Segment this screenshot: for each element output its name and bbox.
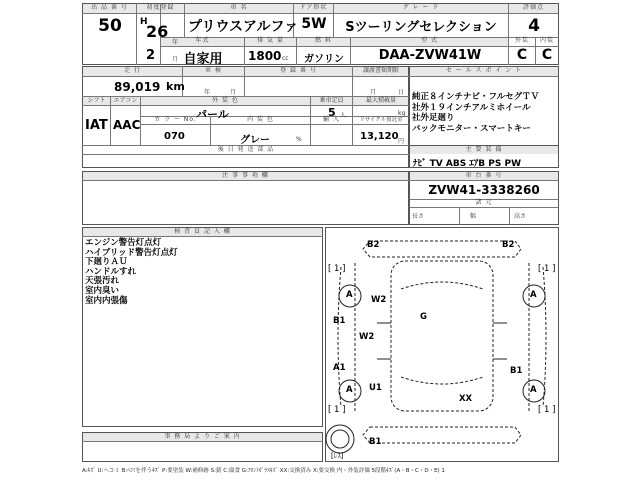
displacement: 1800 [248, 49, 282, 63]
line [160, 46, 559, 47]
line [409, 76, 559, 77]
line [82, 180, 409, 181]
sales-point: 純正８インチナビ・フルセグＴＶ [412, 92, 540, 102]
label-int-color: 内 装 色 [247, 116, 274, 123]
damage-a1: A1 [333, 363, 346, 373]
inspector-note: ハンドルすれ [85, 266, 137, 277]
sales-point: 社外足廻り [412, 113, 455, 123]
month-unit: 月 [172, 56, 179, 63]
line [82, 13, 559, 14]
inspector-note: ハイブリッド警告灯点灯 [85, 247, 178, 258]
damage-b1-right: B1 [510, 366, 523, 376]
insp-year-unit: 年 [204, 89, 211, 96]
insp-month-unit: 月 [230, 89, 237, 96]
ext-grade: C [516, 47, 528, 63]
equipment-line: ﾅﾋﾞ TV ABS ｴｱB PS PW [413, 159, 522, 169]
line [82, 154, 409, 155]
label-load: 最大積載量 [365, 97, 396, 104]
interior-color: グレー [240, 135, 270, 146]
capacity: 5 [328, 106, 336, 119]
label-chassis: 車 台 番 号 [465, 172, 503, 179]
label-year: 初度登録 [146, 4, 175, 11]
car-outline-diagram [325, 227, 559, 462]
load-unit: kg [398, 110, 406, 117]
label-fuel: 燃 料 [315, 37, 332, 44]
transfer-day-unit: 日 [398, 89, 405, 96]
bracket-1-right-top: [ 1 ] [538, 264, 556, 274]
line [509, 207, 510, 225]
damage-a-rear-right-wheel: A [530, 385, 537, 395]
chassis-number: ZVW41-3338260 [428, 183, 540, 197]
cc-unit: cc [282, 55, 289, 62]
reg-year: 26 [146, 22, 169, 41]
label-office: 事 務 局 よ り ご 案 内 [164, 433, 241, 440]
line [136, 3, 137, 65]
label-inspector: 検 査 員 記 入 欄 [174, 228, 231, 235]
damage-a-rear-left-wheel: A [346, 385, 353, 395]
label-dims: 諸 元 [475, 199, 493, 206]
damage-w2-b: W2 [359, 332, 375, 342]
line [82, 441, 323, 442]
damage-b2-front-right: B2 [502, 240, 515, 250]
sales-point: バックモニター・スマートキー [412, 123, 531, 134]
km-unit: km [166, 80, 185, 93]
label-import: 輸 入 [323, 116, 340, 123]
label-notes: 注 事 事 項 欄 [222, 172, 269, 179]
label-score: 評価点 [522, 4, 544, 11]
label-lot: 出 品 番 号 [91, 4, 128, 11]
aircon: AAC [113, 118, 141, 132]
int-grade: C [541, 47, 553, 63]
grade: Sツーリングセレクション [345, 20, 497, 35]
model-code: DAA-ZVW41W [378, 48, 482, 63]
damage-a-front-right-wheel: A [530, 290, 537, 300]
label-after-parts: 後 日 発 送 部 品 [217, 146, 275, 153]
car-name: プリウスアルファ [188, 19, 299, 35]
inspector-note: 下廻りＡＵ [85, 257, 128, 268]
inspector-note: 室内臭い [85, 285, 120, 296]
label-ext: 外装 [514, 37, 529, 44]
damage-g: G [420, 312, 427, 322]
dim-length: 長さ [412, 213, 425, 220]
lot-number: 50 [98, 16, 122, 36]
label-equipment: 主 要 装 備 [465, 146, 503, 153]
label-sales-points: セ ー ル ス ポ イ ン ト [445, 67, 523, 74]
line [409, 180, 559, 181]
line [82, 236, 323, 237]
bracket-1-left-top: [ 1 ] [328, 264, 346, 274]
label-recycle: リサイクル預託金 [359, 117, 403, 123]
label-door: ドア形状 [299, 4, 328, 11]
label-capacity: 乗車定員 [319, 97, 344, 104]
legend: A:ｷｽﾞ U:ヘコミ B:ﾍｺﾐを伴うｷｽﾞ P:要塗装 W:補修跡 S:錆 C:腐食 G:ﾌﾛﾝﾄｶﾞﾗｽｷｽﾞ XX:交換済み X:要交換 内・外装評価 5段階ｷｽﾞ(A・B・C・D・E) 1 [82, 468, 445, 474]
line [459, 207, 460, 225]
ext-color: パール [196, 108, 229, 121]
line [140, 124, 409, 125]
label-int: 内装 [539, 37, 554, 44]
inspector-note: 室内内張傷 [85, 295, 128, 306]
score: 4 [528, 16, 540, 36]
damage-b1-side: B1 [333, 316, 346, 326]
label-mileage: 走 行 [124, 67, 141, 74]
inspector-note: エンジン警告灯点灯 [85, 238, 162, 248]
les-label: [ﾚｽ] [331, 452, 344, 460]
recycle-fee: 13,120 [360, 131, 399, 142]
pct-unit: % [296, 136, 302, 143]
reg-month: 2 [146, 48, 156, 63]
damage-b2-front-left: B2 [367, 240, 380, 250]
usage: 自家用 [183, 52, 223, 67]
door-type: 5W [301, 16, 327, 32]
year-unit: 年 [172, 39, 179, 46]
mileage: 89,019 [114, 80, 161, 94]
line [409, 207, 559, 208]
label-car-name: 車 名 [230, 4, 248, 11]
dim-width: 幅 [470, 213, 477, 220]
inspector-notes-list [85, 239, 321, 306]
era: H [140, 17, 148, 27]
bracket-1-left-bottom: [ 1 ] [328, 405, 346, 415]
label-ext-color: 外 装 色 [212, 97, 239, 104]
dim-height: 高さ [514, 213, 527, 220]
label-reg-no: 登 録 番 号 [280, 67, 317, 74]
label-color-no: カ ラ ー No. [154, 116, 197, 123]
damage-a-front-left-wheel: A [346, 290, 353, 300]
transfer-month-unit: 月 [370, 89, 377, 96]
bracket-1-right-bottom: [ 1 ] [538, 405, 556, 415]
color-code: 070 [164, 131, 185, 142]
label-transfer: 譲渡書類期限 [362, 67, 399, 74]
line [82, 105, 409, 106]
inspector-note: 天張汚れ [85, 276, 120, 287]
sales-point: 社外１９インチアルミホイール [412, 102, 531, 113]
yen-unit: 円 [398, 138, 405, 145]
label-aircon: エアコン [113, 97, 138, 104]
capacity-unit: 人 [340, 112, 347, 119]
damage-xx: XX [459, 394, 473, 404]
sales-points-list [412, 92, 558, 134]
line [82, 76, 409, 77]
damage-b1-bottom: B1 [369, 437, 382, 447]
label-inspection: 車 検 [205, 67, 222, 74]
label-shift: シフト [87, 97, 106, 104]
damage-u1: U1 [369, 383, 382, 393]
label-displacement: 排 気 量 [257, 37, 284, 44]
label-grade: グ レ ー ド [402, 4, 440, 11]
label-model-code: 型 式 [421, 37, 438, 44]
label-model-year: 年式 [195, 37, 210, 44]
damage-w2-a: W2 [371, 295, 387, 305]
shift: IAT [85, 118, 108, 133]
fuel: ガソリン [304, 54, 344, 65]
